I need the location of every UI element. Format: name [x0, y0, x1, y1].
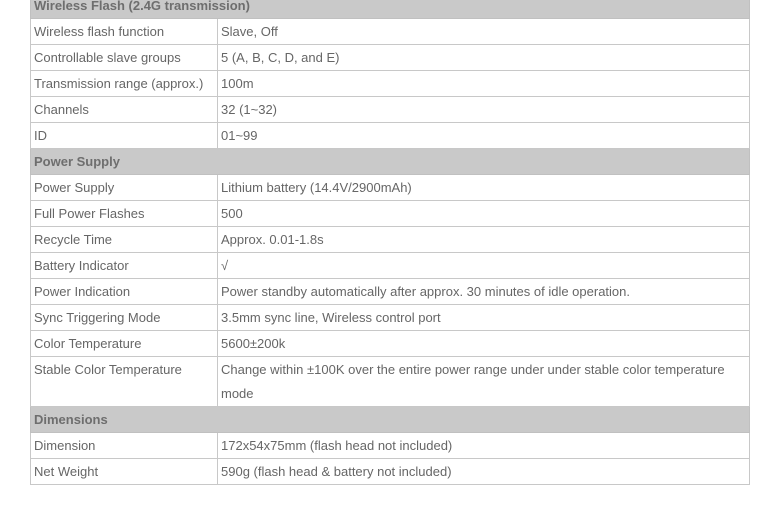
table-row — [31, 357, 750, 407]
row-label: Transmission range (approx.) — [31, 71, 218, 97]
table-row — [31, 201, 750, 227]
row-value: 590g (flash head & battery not included) — [218, 459, 750, 485]
row-value: Approx. 0.01-1.8s — [218, 227, 750, 253]
section-header-dimensions — [31, 407, 750, 433]
row-label: Full Power Flashes — [31, 201, 218, 227]
table-row — [31, 45, 750, 71]
row-value: Slave, Off — [218, 19, 750, 45]
row-label: Controllable slave groups — [31, 45, 218, 71]
row-value: 100m — [218, 71, 750, 97]
table-row — [31, 305, 750, 331]
table-row — [31, 19, 750, 45]
row-value: Change within ±100K over the entire power range under under stable color temperature mode — [218, 357, 750, 407]
table-row — [31, 71, 750, 97]
row-label: Recycle Time — [31, 227, 218, 253]
table-row — [31, 97, 750, 123]
spec-table — [30, 0, 750, 485]
row-value: Power standby automatically after approx. 30 minutes of idle operation. — [218, 279, 750, 305]
row-label: Channels — [31, 97, 218, 123]
row-label: ID — [31, 123, 218, 149]
row-label: Power Supply — [31, 175, 218, 201]
section-header-power — [31, 149, 750, 175]
table-row — [31, 175, 750, 201]
section-header-wireless — [31, 0, 750, 19]
section-title: Power Supply — [31, 149, 750, 175]
row-value: Lithium battery (14.4V/2900mAh) — [218, 175, 750, 201]
table-row — [31, 331, 750, 357]
row-value: 5 (A, B, C, D, and E) — [218, 45, 750, 71]
row-label: Stable Color Temperature — [31, 357, 218, 407]
row-label: Dimension — [31, 433, 218, 459]
table-row — [31, 227, 750, 253]
row-value: √ — [218, 253, 750, 279]
row-label: Power Indication — [31, 279, 218, 305]
table-row — [31, 459, 750, 485]
row-value: 32 (1~32) — [218, 97, 750, 123]
table-row — [31, 123, 750, 149]
row-label: Wireless flash function — [31, 19, 218, 45]
row-value: 5600±200k — [218, 331, 750, 357]
section-title: Wireless Flash (2.4G transmission) — [31, 0, 750, 19]
row-label: Sync Triggering Mode — [31, 305, 218, 331]
row-label: Battery Indicator — [31, 253, 218, 279]
table-row — [31, 253, 750, 279]
row-label: Color Temperature — [31, 331, 218, 357]
row-value: 3.5mm sync line, Wireless control port — [218, 305, 750, 331]
table-row — [31, 433, 750, 459]
row-value: 500 — [218, 201, 750, 227]
row-value: 01~99 — [218, 123, 750, 149]
section-title: Dimensions — [31, 407, 750, 433]
row-value: 172x54x75mm (flash head not included) — [218, 433, 750, 459]
row-label: Net Weight — [31, 459, 218, 485]
table-row — [31, 279, 750, 305]
